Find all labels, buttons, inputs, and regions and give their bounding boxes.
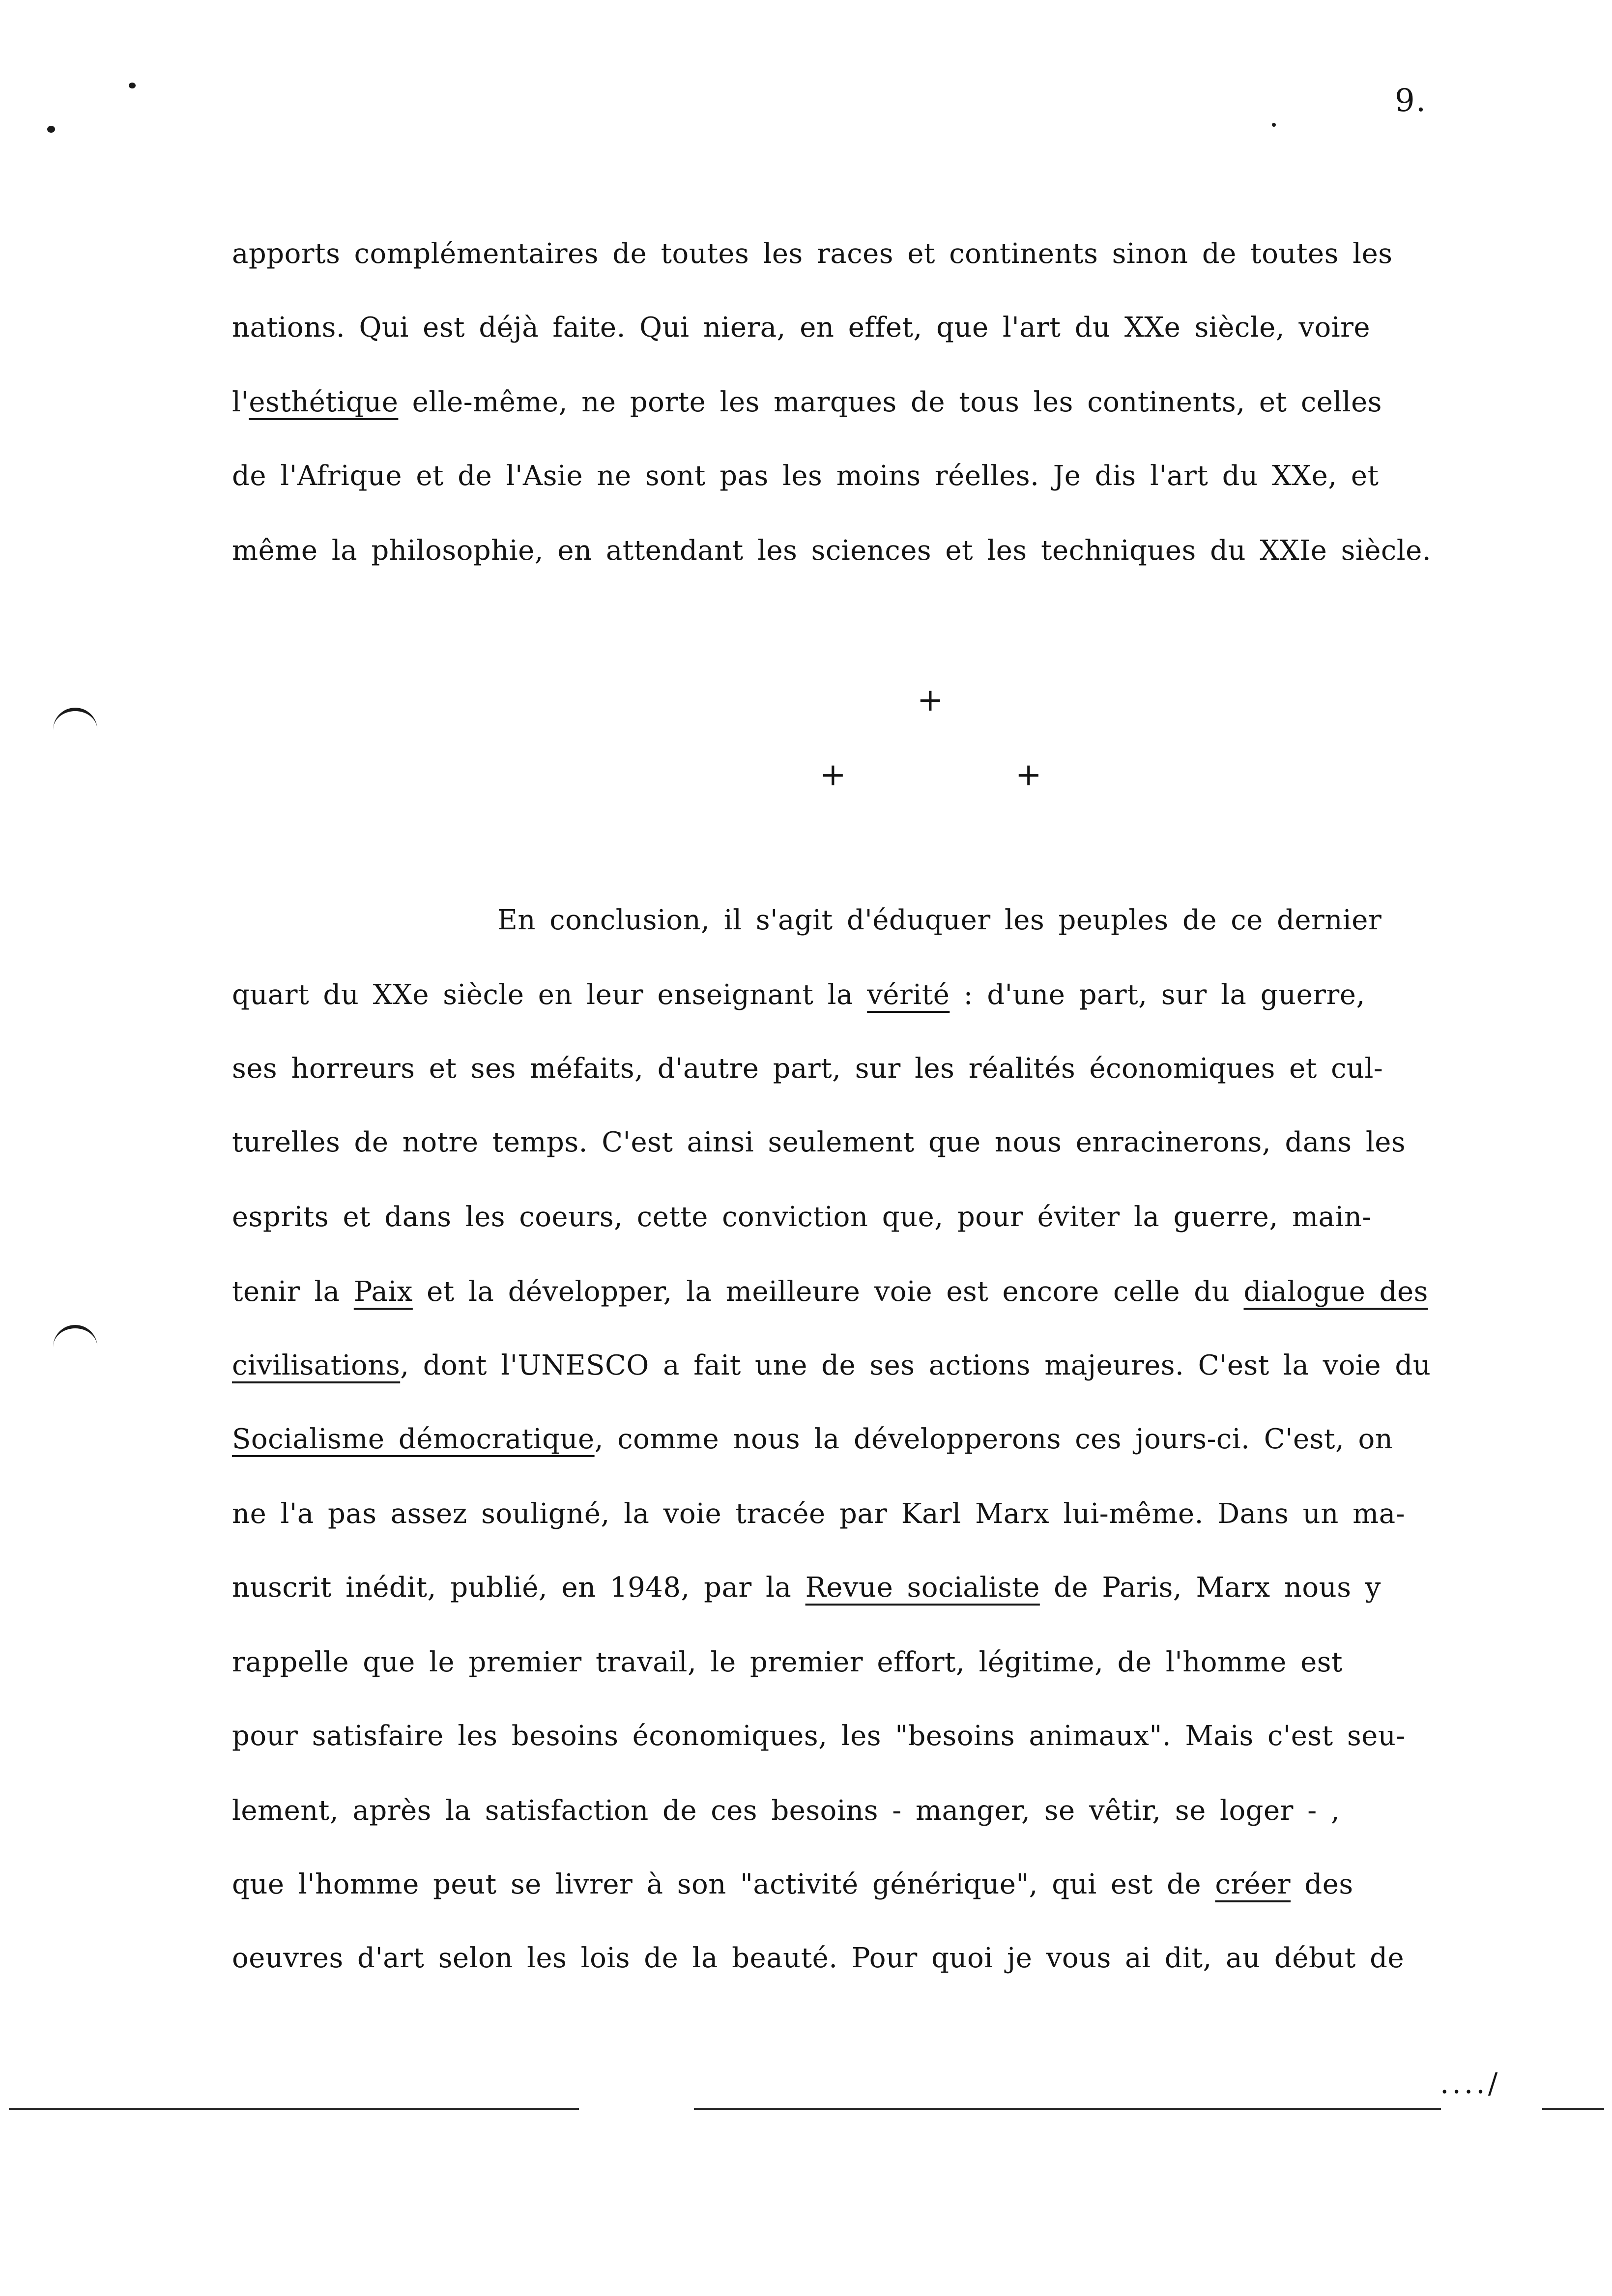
text-line: ses horreurs et ses méfaits, d'autre part, sur les réalités économiques et cul-: [232, 1053, 1383, 1085]
underlined-term: Socialisme démocratique: [232, 1423, 595, 1455]
text-line: En conclusion, il s'agit d'éduquer les peuples de ce dernier: [497, 904, 1382, 936]
underlined-term: créer: [1215, 1868, 1291, 1900]
continuation-mark: ..../: [1440, 2066, 1501, 2100]
plus-mark: +: [917, 682, 944, 718]
text-line: oeuvres d'art selon les lois de la beauté. Pour quoi je vous ai dit, au début de: [232, 1942, 1405, 1974]
text-line: nuscrit inédit, publié, en 1948, par la Revue socialiste de Paris, Marx nous y: [232, 1572, 1381, 1604]
text-line: quart du XXe siècle en leur enseignant la vérité : d'une part, sur la guerre,: [232, 979, 1365, 1011]
text-line: l'esthétique elle-même, ne porte les marques de tous les continents, et celles: [232, 386, 1382, 418]
text-line: que l'homme peut se livrer à son "activité générique", qui est de créer des: [232, 1868, 1353, 1900]
scan-mark: [53, 708, 97, 731]
text-line: tenir la Paix et la développer, la meilleure voie est encore celle du dialogue des: [232, 1276, 1428, 1308]
text-line: nations. Qui est déjà faite. Qui niera, en effet, que l'art du XXe siècle, voire: [232, 312, 1371, 344]
text-line: même la philosophie, en attendant les sciences et les techniques du XXIe siècle.: [232, 535, 1432, 567]
text-line: de l'Afrique et de l'Asie ne sont pas les moins réelles. Je dis l'art du XXe, et: [232, 460, 1379, 492]
scan-dot: [1272, 123, 1276, 127]
text-line: apports complémentaires de toutes les races et continents sinon de toutes les: [232, 238, 1393, 270]
scan-mark: [53, 1325, 97, 1348]
underlined-term: esthétique: [249, 386, 399, 418]
underlined-term: Paix: [353, 1276, 413, 1308]
underlined-term: Revue socialiste: [805, 1572, 1040, 1604]
underlined-term: civilisations: [232, 1349, 401, 1381]
text-line: Socialisme démocratique, comme nous la développerons ces jours-ci. C'est, on: [232, 1423, 1393, 1455]
plus-mark: +: [1015, 757, 1042, 793]
text-line: turelles de notre temps. C'est ainsi seulement que nous enracinerons, dans les: [232, 1126, 1406, 1158]
page-number: 9.: [1395, 83, 1427, 119]
text-line: lement, après la satisfaction de ces besoins - manger, se vêtir, se loger - ,: [232, 1795, 1340, 1827]
underlined-term: dialogue des: [1243, 1276, 1428, 1308]
scan-dot: [129, 83, 136, 88]
text-line: pour satisfaire les besoins économiques, les "besoins animaux". Mais c'est seu-: [232, 1720, 1406, 1752]
text-line: rappelle que le premier travail, le premier effort, légitime, de l'homme est: [232, 1646, 1343, 1678]
bottom-rule-left: [9, 2108, 579, 2110]
bottom-rule-right: [694, 2108, 1441, 2110]
plus-mark: +: [820, 757, 846, 793]
text-line: ne l'a pas assez souligné, la voie tracée par Karl Marx lui-même. Dans un ma-: [232, 1498, 1405, 1530]
text-line: esprits et dans les coeurs, cette conviction que, pour éviter la guerre, main-: [232, 1201, 1372, 1233]
text-line: civilisations, dont l'UNESCO a fait une de ses actions majeures. C'est la voie du: [232, 1349, 1431, 1381]
underlined-term: vérité: [867, 979, 950, 1011]
bottom-rule-end: [1542, 2108, 1604, 2110]
scan-dot: [47, 126, 55, 133]
